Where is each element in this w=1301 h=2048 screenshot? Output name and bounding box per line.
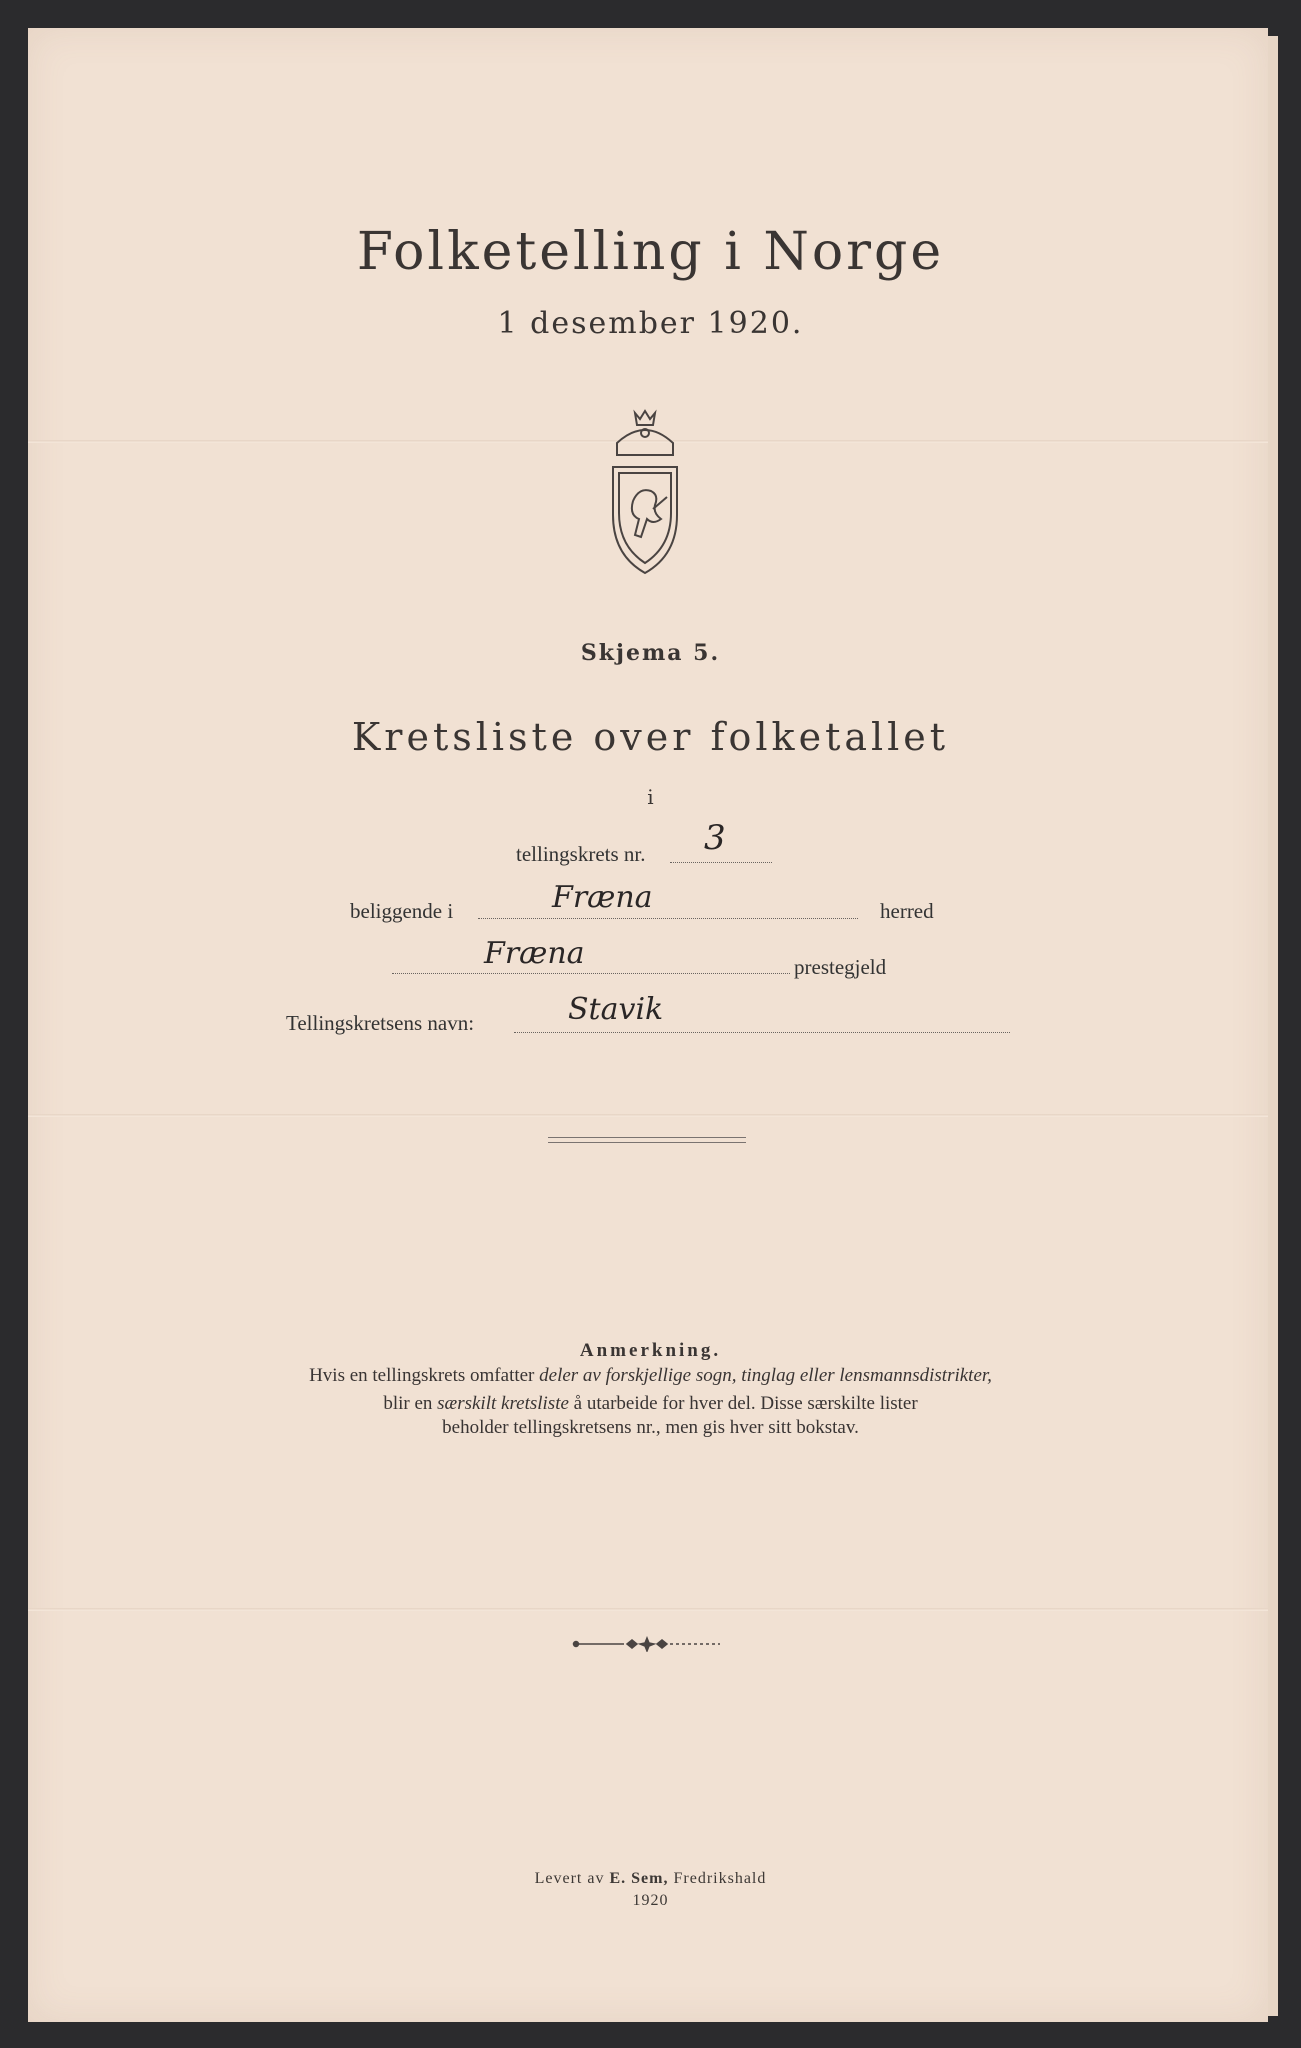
schema-label: Skjema 5.: [580, 640, 721, 666]
note-line-1: [0, 1364, 1301, 1388]
coat-of-arms-icon: [595, 405, 695, 580]
district-name-value[interactable]: Stavik: [568, 992, 664, 1027]
note-line-3: beholder tellingskretsens nr., men gis hver sitt bokstav.: [442, 1417, 859, 1438]
ornament-divider-icon: [572, 1636, 722, 1652]
printer-credit: [0, 1870, 1301, 1888]
district-number-label: tellingskrets nr.: [516, 842, 646, 866]
divider-rule-bottom: [548, 1142, 746, 1143]
printer-year: 1920: [632, 1892, 669, 1909]
note-line-2-emphasis: særskilt kretsliste: [437, 1393, 569, 1414]
printer-prefix: Levert av: [534, 1870, 610, 1887]
page-title: Folketelling i Norge: [356, 222, 945, 282]
note-heading: Anmerkning.: [579, 1340, 722, 1361]
district-name-line: [514, 1032, 1010, 1033]
printer-name: E. Sem,: [609, 1870, 669, 1887]
census-date: 1 desember 1920.: [497, 306, 804, 341]
district-number-value[interactable]: 3: [704, 818, 726, 858]
note-line-1-start: Hvis en tellingskrets omfatter: [309, 1365, 540, 1386]
note-line-2-start: blir en: [383, 1393, 438, 1414]
parish-label: prestegjeld: [794, 955, 887, 979]
printer-place: Fredrikshald: [668, 1870, 767, 1887]
herred-label: herred: [880, 899, 934, 923]
located-line: [478, 918, 858, 919]
divider-rule-top: [548, 1137, 746, 1138]
district-number-line: [670, 862, 772, 863]
located-label: beliggende i: [350, 899, 454, 923]
connector-word: i: [647, 785, 654, 809]
note-line-2-end: å utarbeide for hver del. Disse særskilte lister: [568, 1393, 918, 1414]
parish-line: [392, 973, 790, 974]
fold-line-middle: [28, 1114, 1268, 1117]
fold-line-lower: [28, 1608, 1268, 1611]
form-heading: Kretsliste over folketallet: [351, 715, 950, 759]
note-line-1-emphasis: deler av forskjellige sogn, tinglag eller lensmannsdistrikter,: [539, 1365, 992, 1386]
district-name-label: Tellingskretsens navn:: [286, 1011, 475, 1035]
located-value[interactable]: Fræna: [552, 880, 653, 915]
note-line-2: [0, 1392, 1301, 1416]
parish-value[interactable]: Fræna: [484, 936, 585, 971]
